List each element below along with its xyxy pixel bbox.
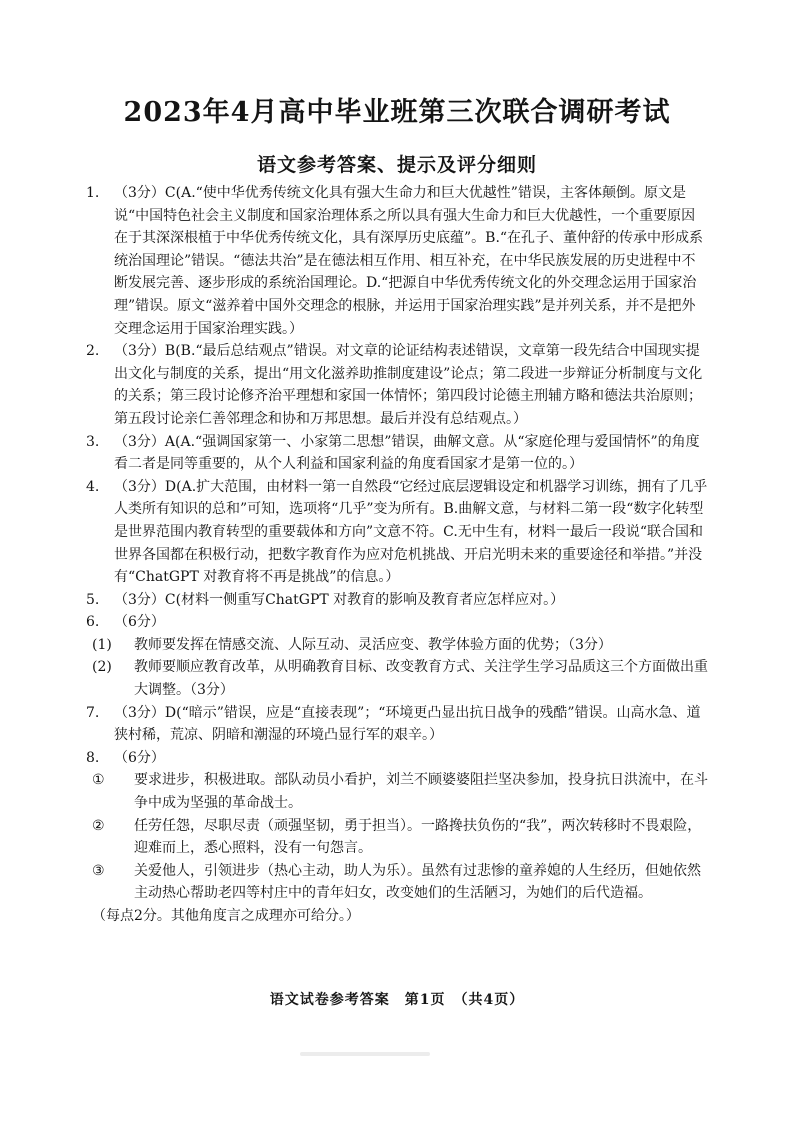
question-number: 7. [86,704,100,721]
scan-smudge [300,1052,430,1056]
question-8-point-1 [86,769,708,814]
point-text: 教师要发挥在情感交流、人际互动、灵活应变、教学体验方面的优势；（3分） [134,636,612,653]
scoring-note: （每点2分。其他角度言之成理亦可给分。） [92,908,360,924]
point-text: 要求进步，积极进取。部队动员小看护，刘兰不顾婆婆阻拦坚决参加，投身抗日洪流中，在斗争中成为坚强的革命战士。 [134,772,708,812]
document-subtitle: 语文参考答案、提示及评分细则 [256,154,537,176]
point-text: 关爱他人，引领进步（热心主动，助人为乐）。虽然有过悲惨的童养媳的人生经历，但她依然主动热心帮助老四等村庄中的青年妇女，改变她们的生活陋习，为她们的后代造福。 [134,862,701,902]
question-number: 3. [86,433,100,450]
point-number: ③ [92,862,105,879]
question-answer-text: （3分）C(A.“使中华优秀传统文化具有强大生命力和巨大优越性”错误，主客体颠倒。原文是说“中国特色社会主义制度和国家治理体系之所以具有强大生命力和巨大优越性，一个重要原因在于其深深根植于中华优秀传统文化，具有深厚历史底蕴”。B.“在孔子、董仲舒的传承中形成系统治国理论”错误。“德法共治”是在德法相互作用、相互补充，在中华民族发展的历史进程中不断发展完善、逐步形成的系统治国理论。D.“把源自中华优秀传统文化的外交理念运用于国家治理”错误。原文“滋养着中国外交理念的根脉，并运用于国家治理实践”是并列关系，并不是把外交理念运用于国家治理实践。） [114,185,704,337]
question-score: （6分） [114,614,165,631]
question-answer-text: （3分）A(A.“强调国家第一、小家第二思想”错误，曲解文意。从“家庭伦理与爱国情怀”的角度看二者是同等重要的，从个人利益和国家利益的角度看国家才是第一位的。） [114,433,700,473]
question-8-point-2 [86,815,708,860]
point-number: (2) [92,659,112,676]
question-6 [86,611,708,634]
question-answer-text: （3分）D(“暗示”错误，应是“直接表现”；“环境更凸显出抗日战争的残酷”错误。山高水急、道狭村稀，荒凉、阴暗和潮湿的环境凸显行军的艰辛。） [114,704,701,744]
question-1 [86,182,708,340]
question-number: 1. [86,185,100,201]
question-number: 6. [86,614,100,631]
question-number: 4. [86,478,100,495]
answer-list [86,182,708,928]
point-number: (1) [92,636,112,653]
question-number: 5. [86,591,100,608]
question-number: 8. [86,749,100,766]
question-7 [86,702,708,747]
question-3 [86,431,708,476]
point-number: ① [92,772,105,789]
question-8-point-3 [86,860,708,905]
point-number: ② [92,817,105,834]
question-6-point-1 [86,634,708,657]
point-text: 教师要顺应教育改革，从明确教育目标、改变教育方式、关注学生学习品质这三个方面做出重大调整。（3分） [134,659,708,699]
question-5 [86,589,708,612]
point-text: 任劳任怨，尽职尽责（顽强坚韧，勇于担当）。一路搀扶负伤的“我”，两次转移时不畏艰险，迎难而上，悉心照料，没有一句怨言。 [134,817,702,857]
document-title: 2023年4月高中毕业班第三次联合调研考试 [123,97,671,128]
question-number: 2. [86,343,100,360]
question-answer-text: （3分）C(材料一侧重写ChatGPT 对教育的影响及教育者应怎样应对。） [114,591,565,608]
question-answer-text: （3分）D(A.扩大范围，由材料一第一自然段“它经过底层逻辑设定和机器学习训练，拥有了几乎人类所有知识的总和”可知，选项将“几乎”变为所有。B.曲解文意，与材料二第一段“数字化转型是世界范围内教育转型的重要载体和方向”文意不符。C.无中生有，材料一最后一段说“联合国和世界各国都在积极行动，把数字教育作为应对危机挑战、开启光明未来的重要途径和举措。”并没有“ChatGPT 对教育将不再是挑战”的信息。） [114,478,708,586]
question-6-point-2 [86,656,708,701]
page-footer: 语文试卷参考答案 第1页 （共4页） [269,992,525,1008]
question-4 [86,476,708,589]
question-8 [86,747,708,770]
question-2 [86,340,708,430]
question-score: （6分） [114,749,165,766]
question-answer-text: （3分）B(B.“最后总结观点”错误。对文章的论证结构表述错误，文章第一段先结合中国现实提出文化与制度的关系，提出“用文化滋养助推制度建设”论点；第二段进一步辩证分析制度与文化的关系；第三段讨论修齐治平理想和家国一体情怀；第四段讨论德主刑辅方略和德法共治原则；第五段讨论亲仁善邻理念和协和万邦思想。最后并没有总结观点。） [114,343,703,427]
